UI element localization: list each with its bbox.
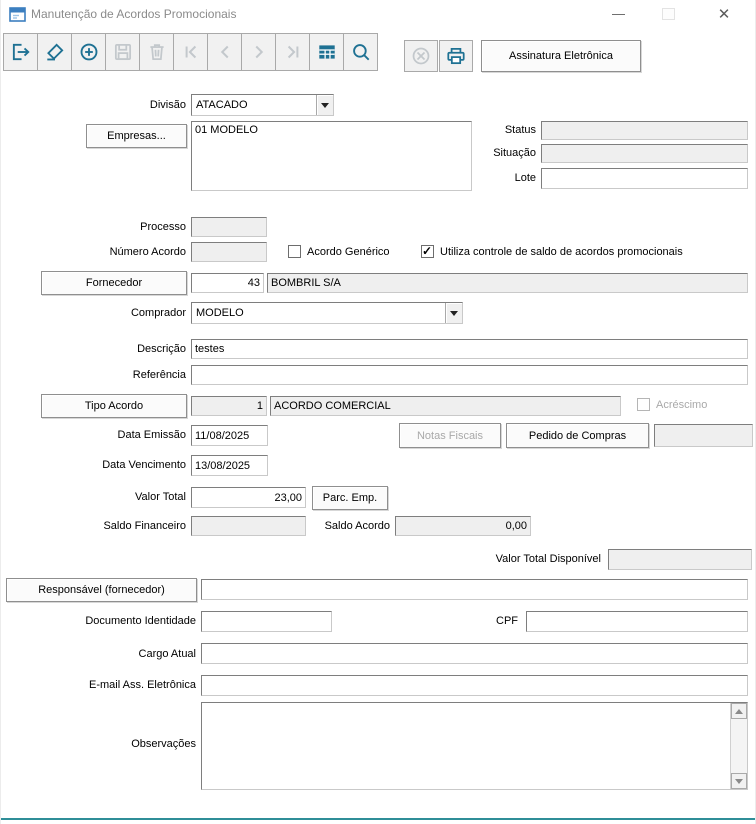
situacao-field: [541, 144, 748, 163]
divisao-dropdown-button[interactable]: [316, 95, 333, 115]
status-field: [541, 121, 748, 140]
numero-acordo-label: Número Acordo: [109, 246, 186, 258]
observacoes-scrollbar[interactable]: [730, 703, 747, 789]
last-record-button: [275, 33, 310, 71]
first-record-button: [173, 33, 208, 71]
arrow-up-icon: [735, 709, 743, 714]
tipo-acordo-code-field: [191, 396, 267, 416]
search-button[interactable]: [343, 33, 378, 71]
arrow-down-icon: [735, 779, 743, 784]
save-button: [105, 33, 140, 71]
scroll-down-button[interactable]: [731, 773, 747, 789]
documento-identidade-input[interactable]: [201, 611, 332, 632]
next-record-icon: [248, 41, 270, 63]
utiliza-controle-checkbox[interactable]: [421, 245, 434, 258]
empresas-list[interactable]: [191, 121, 472, 191]
previous-record-button: [207, 33, 242, 71]
data-vencimento-input[interactable]: [191, 455, 268, 476]
acordo-generico-label: Acordo Genérico: [307, 246, 390, 258]
assinatura-eletronica-button[interactable]: Assinatura Eletrônica: [481, 40, 641, 72]
divisao-value: ATACADO: [196, 99, 248, 111]
clear-button[interactable]: [37, 33, 72, 71]
valor-total-label: Valor Total: [135, 491, 186, 503]
observacoes-field: [201, 702, 748, 790]
processo-label: Processo: [140, 221, 186, 233]
title-bar: [1, 0, 756, 28]
data-vencimento-label: Data Vencimento: [102, 459, 186, 471]
add-record-button[interactable]: [71, 33, 106, 71]
tipo-acordo-name-field: [270, 396, 621, 416]
valor-total-disponivel-field: [608, 549, 752, 570]
cargo-atual-input[interactable]: [201, 643, 748, 664]
acrescimo-label: Acréscimo: [656, 399, 708, 411]
app-window-icon: [9, 6, 26, 23]
utiliza-controle-label: Utiliza controle de saldo de acordos promocionais: [440, 246, 683, 258]
comprador-value: MODELO: [196, 307, 244, 319]
valor-total-disponivel-label: Valor Total Disponível: [495, 553, 601, 565]
grid-icon: [316, 41, 338, 63]
minimize-icon: [612, 14, 625, 15]
saldo-acordo-label: Saldo Acordo: [324, 520, 390, 532]
maximize-icon: [662, 8, 675, 20]
empresas-button[interactable]: Empresas...: [86, 124, 187, 148]
responsavel-fornecedor-button[interactable]: Responsável (fornecedor): [6, 578, 197, 602]
divisao-label: Divisão: [149, 99, 186, 111]
documento-identidade-label: Documento Identidade: [85, 615, 196, 627]
referencia-label: Referência: [132, 369, 186, 381]
cancel-button: [404, 40, 438, 72]
print-button[interactable]: [439, 40, 473, 72]
acrescimo-checkbox: [637, 398, 650, 411]
exit-icon: [10, 41, 32, 63]
parc-emp-button[interactable]: Parc. Emp.: [312, 486, 388, 510]
observacoes-input[interactable]: [202, 703, 730, 789]
divisao-select[interactable]: [191, 94, 334, 116]
lote-label: Lote: [514, 172, 536, 184]
observacoes-label: Observações: [131, 738, 196, 750]
descricao-input[interactable]: [191, 339, 748, 359]
previous-record-icon: [214, 41, 236, 63]
saldo-acordo-field: [395, 516, 531, 536]
referencia-input[interactable]: [191, 365, 748, 385]
cargo-atual-label: Cargo Atual: [138, 648, 196, 660]
last-record-icon: [282, 41, 304, 63]
data-emissao-input[interactable]: [191, 425, 268, 446]
eraser-clear-icon: [44, 41, 66, 63]
save-icon: [112, 41, 134, 63]
notas-fiscais-button: Notas Fiscais: [399, 423, 501, 448]
fornecedor-button[interactable]: Fornecedor: [41, 271, 187, 295]
delete-icon: [146, 41, 168, 63]
acordo-generico-checkbox[interactable]: [288, 245, 301, 258]
add-record-icon: [78, 41, 100, 63]
saldo-financeiro-label: Saldo Financeiro: [103, 520, 186, 532]
maximize-button[interactable]: [651, 2, 685, 26]
responsavel-input[interactable]: [201, 579, 748, 600]
data-emissao-label: Data Emissão: [117, 429, 186, 441]
descricao-label: Descrição: [137, 343, 186, 355]
grid-view-button[interactable]: [309, 33, 344, 71]
minimize-button[interactable]: [601, 2, 635, 26]
email-ass-eletronica-input[interactable]: [201, 675, 748, 696]
print-icon: [445, 45, 467, 67]
processo-field: [191, 217, 267, 237]
numero-acordo-field: [191, 242, 267, 262]
cpf-label: CPF: [496, 615, 518, 627]
tipo-acordo-button[interactable]: Tipo Acordo: [41, 394, 187, 418]
close-icon: ✕: [717, 5, 731, 23]
search-icon: [350, 41, 372, 63]
valor-total-input[interactable]: [191, 487, 306, 508]
email-ass-eletronica-label: E-mail Ass. Eletrônica: [89, 679, 196, 691]
cancel-icon: [410, 45, 432, 67]
delete-button: [139, 33, 174, 71]
window-bottom-edge: [1, 818, 756, 820]
first-record-icon: [180, 41, 202, 63]
empresas-list-item[interactable]: 01 MODELO: [195, 124, 258, 136]
pedido-compras-field: [654, 424, 753, 447]
status-label: Status: [504, 124, 536, 136]
exit-button[interactable]: [3, 33, 38, 71]
cpf-input[interactable]: [526, 611, 748, 632]
fornecedor-code-input[interactable]: [191, 273, 264, 293]
window-title: Manutenção de Acordos Promocionais: [31, 7, 237, 21]
pedido-compras-button[interactable]: Pedido de Compras: [506, 423, 649, 448]
saldo-financeiro-field: [191, 516, 306, 536]
fornecedor-name-field: [267, 273, 748, 293]
comprador-dropdown-button[interactable]: [445, 303, 462, 323]
chevron-down-icon: [321, 103, 329, 108]
situacao-label: Situação: [493, 147, 536, 159]
next-record-button: [241, 33, 276, 71]
comprador-select[interactable]: [191, 302, 463, 324]
chevron-down-icon: [450, 311, 458, 316]
comprador-label: Comprador: [130, 307, 186, 319]
close-button[interactable]: [707, 2, 741, 26]
scroll-up-button[interactable]: [731, 703, 747, 719]
lote-input[interactable]: [541, 168, 748, 189]
